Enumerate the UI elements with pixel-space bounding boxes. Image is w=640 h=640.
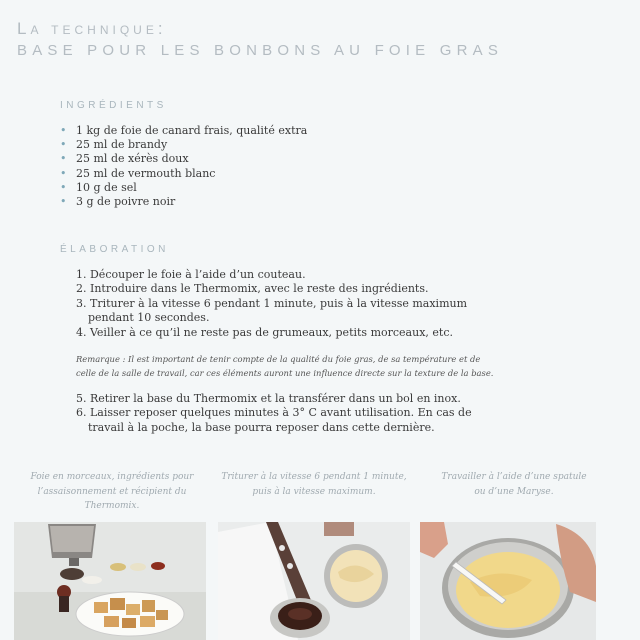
ingredient-item: • 1 kg de foie de canard frais, qualité extra (60, 124, 307, 138)
steps-list-b (76, 392, 496, 435)
ingredient-item: • 3 g de poivre noir (60, 195, 307, 209)
photo-caption-2: Triturer à la vitesse 6 pendant 1 minute, puis à la vitesse maximum. (221, 472, 407, 497)
remark-note: Remarque : Il est important de tenir compte de la qualité du foie gras, de sa température et de celle de la salle de travail, car ces éléments auront une influence directe sur la texture de la base. (76, 354, 494, 378)
title-line-2: BASE POUR LES BONBONS AU FOIE GRAS (17, 42, 504, 59)
steps-list-a (76, 268, 496, 340)
ingredients-list (60, 124, 307, 209)
step-item: 2. Introduire dans le Thermomix, avec le reste des ingrédients. (76, 282, 429, 296)
ingredient-item: • 10 g de sel (60, 181, 307, 195)
step-item: 5. Retirer la base du Thermomix et la transférer dans un bol en inox. (76, 392, 461, 405)
photo-caption-1: Foie en morceaux, ingrédients pour l’assaisonnement et récipient du Thermomix. (30, 472, 194, 511)
ingredient-item: • 25 ml de xérès doux (60, 152, 307, 166)
step-item: 1. Découper le foie à l’aide d’un couteau. (76, 268, 306, 281)
photo-caption-3: Travailler à l’aide d’une spatule ou d’une Maryse. (441, 472, 587, 497)
photo-ingredients (14, 522, 206, 640)
step-item: 4. Veiller à ce qu’il ne reste pas de grumeaux, petits morceaux, etc. (76, 325, 453, 339)
elaboration-heading: ÉLABORATION (60, 244, 169, 255)
ingredient-item: • 25 ml de vermouth blanc (60, 167, 307, 181)
photo-thermomix (218, 522, 410, 640)
ingredients-heading: INGRÉDIENTS (60, 100, 167, 111)
title-line-1: La technique: (17, 19, 167, 38)
ingredient-item: • 25 ml de brandy (60, 138, 307, 152)
photo-spatula (420, 522, 596, 640)
page-title (17, 18, 503, 62)
step-item: 3. Triturer à la vitesse 6 pendant 1 minute, puis à la vitesse maximum pendant 10 secondes. (76, 296, 468, 325)
step-item: 6. Laisser reposer quelques minutes à 3° C avant utilisation. En cas de travail à la poche, la base pourra reposer dans cette dernière. (76, 406, 472, 434)
